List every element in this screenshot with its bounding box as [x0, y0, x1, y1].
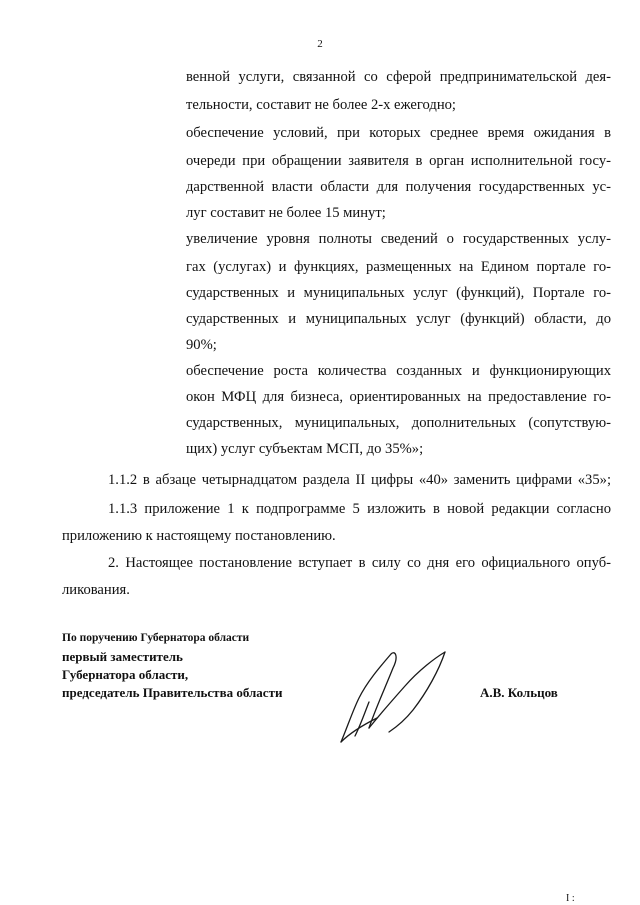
handwritten-signature — [335, 648, 455, 748]
list-line: венной услуги, связанной со сферой предпринимательской дея- — [186, 69, 611, 85]
paragraph-1-1-2: 1.1.2 в абзаце четырнадцатом раздела II цифры «40» заменить цифрами «35»; — [108, 472, 611, 488]
list-line: окон МФЦ для бизнеса, ориентированных на предоставление го- — [186, 389, 611, 405]
list-line: сударственных и муниципальных услуг (функций) области, до — [186, 311, 611, 327]
paragraph-1-1-3-line1: 1.1.3 приложение 1 к подпрограмме 5 изложить в новой редакции согласно — [108, 501, 611, 517]
position-line: Губернатора области, — [62, 667, 189, 682]
list-line: 90%; — [186, 337, 217, 353]
list-line: щих) услуг субъектам МСП, до 35%»; — [186, 441, 424, 457]
list-line: увеличение уровня полноты сведений о государственных услу- — [186, 231, 611, 247]
paragraph-1-1-3-line2: приложению к настоящему постановлению. — [62, 528, 336, 544]
list-line: тельности, составит не более 2-х ежегодно; — [186, 97, 456, 113]
paragraph-2-line1: 2. Настоящее постановление вступает в силу со дня его официального опуб- — [108, 555, 611, 571]
list-line: дарственной власти области для получения государственных ус- — [186, 179, 611, 195]
page-number: 2 — [317, 38, 323, 50]
list-line: сударственных, муниципальных, дополнительных (сопутствую- — [186, 415, 611, 431]
list-line: луг составит не более 15 минут; — [186, 205, 386, 221]
paragraph-2-line2: ликования. — [62, 582, 130, 598]
corner-mark: I : — [566, 893, 575, 904]
list-line: обеспечение роста количества созданных и функционирующих — [186, 363, 611, 379]
list-line: обеспечение условий, при которых среднее время ожидания в — [186, 125, 611, 141]
position-line: председатель Правительства области — [62, 685, 283, 700]
list-line: очереди при обращении заявителя в орган исполнительной госу- — [186, 153, 611, 169]
position-line: первый заместитель — [62, 649, 183, 664]
list-line: сударственных и муниципальных услуг (функций), Портале го- — [186, 285, 611, 301]
list-line: гах (услугах) и функциях, размещенных на Едином портале го- — [186, 259, 611, 275]
signer-name: А.В. Кольцов — [480, 685, 558, 700]
on-behalf-label: По поручению Губернатора области — [62, 632, 250, 644]
